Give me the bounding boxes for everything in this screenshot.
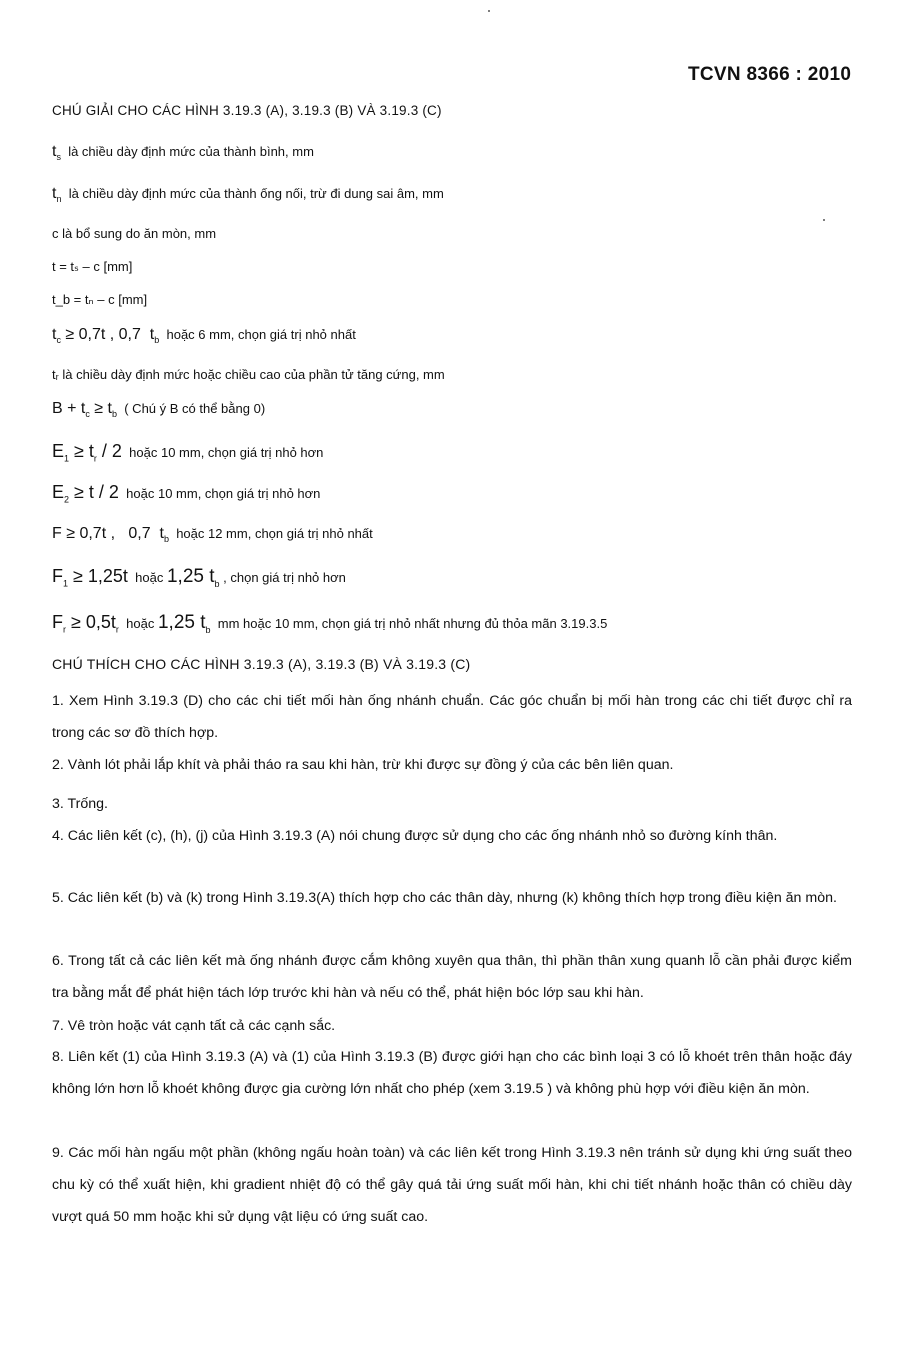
note-item-8: 8. Liên kết (1) của Hình 3.19.3 (A) và (1) của Hình 3.19.3 (B) được giới hạn cho các bình loại 3 có lỗ khoét trên thân hoặc đáy không lớn hơn lỗ khoét không được gia cường lớn nhất cho phép (xem 3.19.5 ) và không phù hợp với điều kiện ăn mòn. <box>52 1049 852 1097</box>
legend-title: CHÚ GIẢI CHO CÁC HÌNH 3.19.3 (A), 3.19.3 (B) VÀ 3.19.3 (C) <box>52 103 442 118</box>
legend-ts: $t_s$ là chiều dày định mức của thành bình, mm <box>52 143 314 163</box>
legend-b-note: ( Chú ý B có thể bằng 0) <box>124 401 266 416</box>
legend-f-rest: hoặc 12 mm, chọn giá trị nhỏ nhất <box>176 526 373 541</box>
legend-e2-rest: hoặc 10 mm, chọn giá trị nhỏ hơn <box>126 486 321 501</box>
legend-tc: $t_c \ge 0,7t$ , 0,7 $t_b$ hoặc 6 mm, chọn giá trị nhỏ nhất <box>52 326 356 346</box>
note-item-6: 6. Trong tất cả các liên kết mà ống nhánh được cắm không xuyên qua thân, thì phần thân xung quanh lỗ cần phải được kiểm tra bằng mắt để phát hiện tách lớp trước khi hàn và nếu có thể, phát hiện bóc lớp sau khi hàn. <box>52 953 852 1001</box>
legend-fr-rest: mm hoặc 10 mm, chọn giá trị nhỏ nhất nhưng đủ thỏa mãn 3.19.3.5 <box>217 616 608 631</box>
legend-t-formula: t = tₛ – c [mm] <box>52 259 133 274</box>
legend-fr-mid: hoặc <box>126 616 155 631</box>
note-item-1: 1. Xem Hình 3.19.3 (D) cho các chi tiết mối hàn ống nhánh chuẩn. Các góc chuẩn bị mối hàn trong các chi tiết được chỉ ra trong các sơ đồ thích hợp. <box>52 693 852 741</box>
note-item-5: 5. Các liên kết (b) và (k) trong Hình 3.19.3(A) thích hợp cho các thân dày, nhưng (k) không thích hợp trong điều kiện ăn mòn. <box>52 890 837 906</box>
legend-b: $B + t_c \ge t_b$ ( Chú ý B có thể bằng 0) <box>52 400 266 420</box>
legend-tn-desc: là chiều dày định mức của thành ống nối, trừ đi dung sai âm, mm <box>68 186 444 201</box>
legend-f1: $F_1 \ge 1,25t$ hoặc 1,25 $t_b$ , chọn giá trị nhỏ hơn <box>52 566 346 589</box>
notes-title: CHÚ THÍCH CHO CÁC HÌNH 3.19.3 (A), 3.19.3 (B) VÀ 3.19.3 (C) <box>52 656 471 672</box>
legend-tr: tᵣ là chiều dày định mức hoặc chiều cao của phần tử tăng cứng, mm <box>52 367 445 382</box>
note-item-9: 9. Các mối hàn ngấu một phần (không ngấu hoàn toàn) và các liên kết trong Hình 3.19.3 nên tránh sử dụng khi ứng suất theo chu kỳ có thể xuất hiện, khi gradient nhiệt độ có thể gây quá tải ứng suất mối hàn, khi chi tiết nhánh hoặc thân có chiều dày vượt quá 50 mm hoặc khi sử dụng vật liệu có ứng suất cao. <box>52 1145 852 1225</box>
legend-e2: $E_2 \ge t / 2$ hoặc 10 mm, chọn giá trị nhỏ hơn <box>52 482 321 505</box>
note-item-4: 4. Các liên kết (c), (h), (j) của Hình 3.19.3 (A) nói chung được sử dụng cho các ống nhánh nhỏ so đường kính thân. <box>52 828 778 844</box>
note-item-7: 7. Vê tròn hoặc vát cạnh tất cả các cạnh sắc. <box>52 1018 336 1034</box>
legend-tb-formula: t_b = tₙ – c [mm] <box>52 292 148 307</box>
legend-e1-rest: hoặc 10 mm, chọn giá trị nhỏ hơn <box>129 445 324 460</box>
legend-fr: $F_r \ge 0,5t_r$ hoặc 1,25 $t_b$ mm hoặc 10 mm, chọn giá trị nhỏ nhất nhưng đủ thỏa mãn 3.19.3.5 <box>52 612 608 635</box>
legend-tc-rest: hoặc 6 mm, chọn giá trị nhỏ nhất <box>166 327 356 342</box>
note-item-3: 3. Trống. <box>52 796 108 812</box>
legend-e1: $E_1 \ge t_r / 2$ hoặc 10 mm, chọn giá trị nhỏ hơn <box>52 441 324 464</box>
legend-c: c là bổ sung do ăn mòn, mm <box>52 226 217 241</box>
scan-speck <box>823 219 825 221</box>
legend-f1-rest: , chọn giá trị nhỏ hơn <box>223 570 346 585</box>
legend-tn: $t_n$ là chiều dày định mức của thành ống nối, trừ đi dung sai âm, mm <box>52 185 444 205</box>
legend-ts-desc: là chiều dày định mức của thành bình, mm <box>68 144 314 159</box>
legend-f: F ≥ 0,7t , 0,7 $t_b$ hoặc 12 mm, chọn giá trị nhỏ nhất <box>52 525 373 545</box>
standard-number: TCVN 8366 : 2010 <box>688 64 852 85</box>
scan-speck <box>488 10 490 12</box>
note-item-2: 2. Vành lót phải lắp khít và phải tháo ra sau khi hàn, trừ khi được sự đồng ý của các bên liên quan. <box>52 757 674 773</box>
